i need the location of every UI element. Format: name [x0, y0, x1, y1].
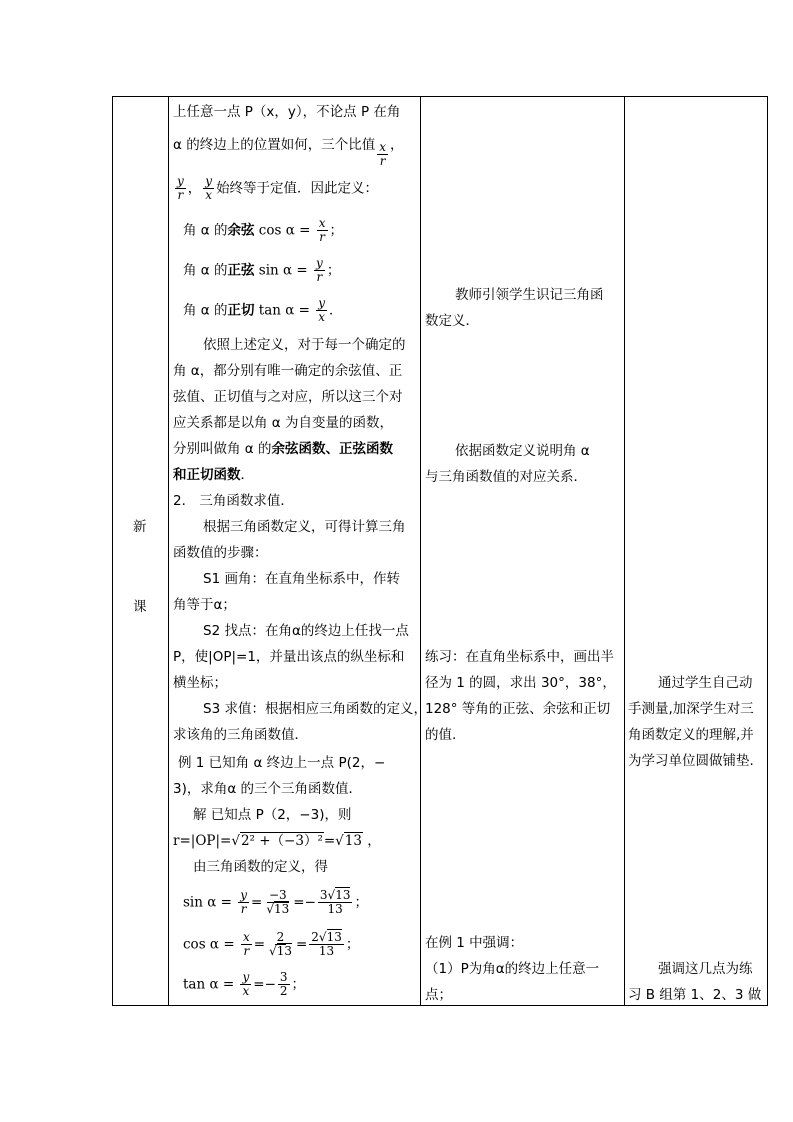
text-line: 在例 1 中强调：	[425, 935, 524, 951]
example-1: 例 1 已知角 α 终边上一点 P(2，−	[178, 755, 386, 771]
tan-result: tan α = $\frac{y}{x}$ =− $\frac{3}{2}$ ；	[183, 970, 306, 998]
text-line: 弦值、正切值与之对应，所以这三个对	[173, 389, 403, 405]
text-line: 角 α，都分别有唯一确定的余弦值、正	[173, 363, 403, 379]
text-line: 教师引领学生识记三角函	[455, 287, 604, 303]
step-s3: S3 求值：根据相应三角函数的定义，	[203, 701, 427, 717]
activity-cell	[425, 97, 621, 1005]
text-line: $\frac{y}{r}$ ， $\frac{y}{x}$ 始终等于定值．因此定义：	[177, 174, 379, 202]
section-label-char: 新	[133, 519, 147, 535]
cos-result: cos α = $\frac{x}{r}$ = $\frac{2}{√13}$ = $\frac{2√13}{13}$ ；	[183, 930, 360, 958]
text-line: P，使|OP|=1，并量出该点的纵坐标和	[173, 649, 405, 665]
text-line: 函数值的步骤：	[173, 545, 268, 561]
column-divider	[624, 97, 625, 1005]
column-divider	[168, 97, 169, 1005]
text-line: 为学习单位圆做铺垫.	[628, 753, 754, 769]
sin-result: sin α = $\frac{y}{r}$ = $\frac{-3}{√13}$ =− $\frac{3√13}{13}$ ；	[183, 888, 368, 916]
section-heading: 2． 三角函数求值．	[173, 493, 294, 509]
solution-line: 由三角函数的定义，得	[193, 859, 328, 875]
solution-line: 解 已知点 P（2，−3)，则	[193, 807, 352, 823]
solution-line: r=|OP|=√2² +（−3）²=√13 ，	[173, 833, 381, 849]
text-line: （1）P为角α的终边上任意一	[425, 961, 600, 977]
text-line: 依照上述定义，对于每一个确定的	[203, 337, 406, 353]
text-line: 点；	[425, 987, 452, 1003]
text-line: 径为 1 的圆，求出 30°，38°，	[425, 675, 616, 691]
text-line: 数定义．	[425, 313, 479, 329]
text-line: 128° 等角的正弦、余弦和正切	[425, 701, 611, 717]
section-label-char: 课	[133, 599, 147, 615]
text-line: 和正切函数．	[173, 467, 254, 483]
intent-cell	[628, 97, 768, 1005]
step-s1: S1 画角：在直角坐标系中，作转	[203, 571, 400, 587]
content-cell	[173, 97, 427, 1005]
text-line: 3)，求角α 的三个三角函数值．	[173, 781, 363, 797]
text-line: 的值.	[425, 727, 457, 743]
definition-cos: 角 α 的余弦 cos α = $\frac{x}{r}$ ；	[183, 216, 343, 244]
definition-sin: 角 α 的正弦 sin α = $\frac{y}{r}$ ；	[183, 256, 341, 284]
text-line: 上任意一点 P（x，y），不论点 P 在角	[173, 104, 401, 120]
text-line: 通过学生自己动	[658, 675, 753, 691]
text-line: 根据三角函数定义，可得计算三角	[203, 519, 406, 535]
text-line: 角函数定义的理解,并	[628, 727, 754, 743]
text-line: 依据函数定义说明角 α	[455, 443, 590, 459]
text-line: 习 B 组第 1、2、3 做	[628, 987, 762, 1003]
text-line: 分别叫做角 α 的余弦函数、正弦函数	[173, 441, 393, 457]
lesson-table	[112, 96, 768, 1006]
text-line: 横坐标；	[173, 675, 227, 691]
step-s2: S2 找点：在角α的终边上任找一点	[203, 623, 409, 639]
text-line: α 的终边上的位置如何，三个比值 $\frac{x}{r}$ ，	[173, 137, 404, 168]
text-line: 手测量,加深学生对三	[628, 701, 754, 717]
text-line: 求该角的三角函数值．	[173, 727, 308, 743]
definition-tan: 角 α 的正切 tan α = $\frac{y}{x}$ ．	[183, 296, 343, 324]
text-line: 练习：在直角坐标系中，画出半	[425, 649, 614, 665]
text-line: 角等于α；	[173, 597, 236, 613]
column-divider	[420, 97, 421, 1005]
text-line: 强调这几点为练	[658, 961, 753, 977]
section-label-cell	[113, 97, 168, 1005]
text-line: 与三角函数值的对应关系．	[425, 469, 587, 485]
text-line: 应关系都是以角 α 为自变量的函数，	[173, 415, 393, 431]
